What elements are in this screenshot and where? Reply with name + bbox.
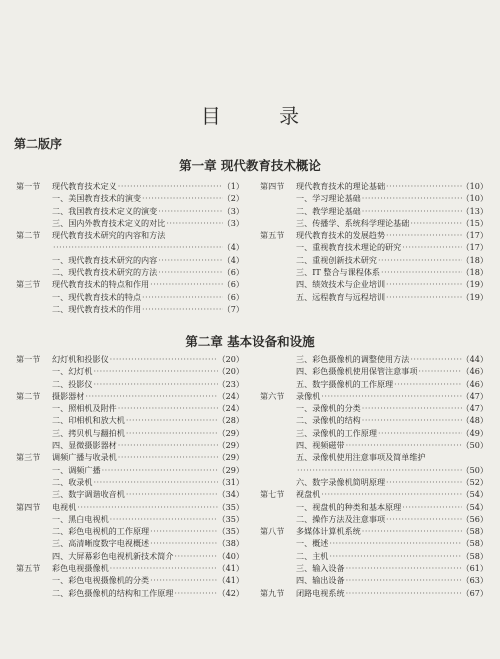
page-number: （18） [461,254,488,265]
leader-dots [328,550,461,562]
toc-subsection-entry [260,402,488,414]
toc-subsection-entry [260,254,488,266]
entry-title: 一、重视教育技术理论的研究 [296,242,402,253]
page-number: （20） [217,366,244,377]
toc-subsection-entry [260,266,488,278]
leader-dots [393,378,461,390]
toc-subsection-entry [260,476,488,488]
chapter-2-left-column [16,353,244,599]
section-number: 第三节 [16,452,41,463]
leader-dots [345,587,462,599]
page-number: （58） [461,550,488,561]
section-number: 第五节 [260,230,285,241]
entry-title: 现代教育技术的特点和作用 [52,279,150,290]
leader-dots [52,241,223,253]
leader-dots [117,439,218,451]
leader-dots [385,229,461,241]
section-number: 第一节 [16,181,41,191]
toc-subsection-entry [16,476,244,488]
page-number: （24） [217,403,244,414]
section-number: 第二节 [16,390,41,401]
leader-dots [409,217,461,229]
page-number: （44） [461,354,488,364]
leader-dots [320,488,461,500]
toc-subsection-entry [260,451,488,463]
entry-title: 三、IT 整合与课程体系 [296,267,381,278]
leader-dots [125,488,218,500]
entry-title: 三、彩色摄像机的调整使用方法 [296,354,410,364]
entry-title: 二、教学理论基础 [296,205,361,216]
entry-title: 三、拷贝机与翻拍机 [52,427,125,438]
section-number: 第五节 [16,563,41,574]
toc-subsection-entry [260,550,488,562]
entry-title: 四、彩色摄像机使用保管注意事项 [296,366,418,377]
leader-dots [141,303,223,315]
entry-title: 一、黑白电视机 [52,513,109,524]
page-number: （13） [461,205,488,216]
toc-subsection-entry [260,378,488,390]
entry-title: 一、现代教育技术的特点 [52,291,142,302]
toc-subsection-entry [16,365,244,377]
entry-title: 一、幻灯机 [52,366,93,377]
entry-title: 四、显微摄影器材 [52,440,117,451]
toc-subsection-entry [260,464,488,476]
toc-subsection-entry [16,464,244,476]
page-number: （58） [461,526,488,537]
entry-title: 二、投影仪 [52,378,93,389]
page-number: （20） [217,354,244,364]
page-number: （47） [461,403,488,414]
leader-dots [385,278,461,290]
toc-subsection-entry [16,254,244,266]
entry-title: 二、录像机的结构 [296,415,361,426]
toc-subsection-entry [260,192,488,204]
toc-subsection-entry [260,278,488,290]
entry-title: 二、印相机和放大机 [52,415,125,426]
leader-dots [125,414,218,426]
page-number: （3） [222,205,244,216]
leader-dots [141,291,223,303]
entry-title: 二、主机 [296,550,329,561]
toc-subsection-entry [260,501,488,513]
leader-dots [165,217,222,229]
entry-title: 调频广播与收录机 [52,452,117,463]
entry-title: 六、数字录像机简明原理 [296,476,386,487]
entry-title: 幻灯机和投影仪 [52,354,109,364]
leader-dots [328,537,461,549]
leader-dots [385,180,461,192]
section-number: 第六节 [260,390,285,401]
section-number: 第八节 [260,526,285,537]
entry-title: 录像机 [296,390,321,401]
page-number: （29） [217,440,244,451]
preface-heading: 第二版序 [14,137,63,151]
leader-dots [401,501,461,513]
toc-section-entry [16,390,244,402]
toc-subsection-entry [260,365,488,377]
chapter-2-right-column [260,353,488,599]
section-number: 第三节 [16,279,41,290]
leader-dots [385,476,461,488]
page-number: （24） [217,390,244,401]
page-number: （35） [217,526,244,537]
page-number: （35） [217,513,244,524]
entry-title: 现代教育技术研究的内容和方法 [52,230,166,241]
toc-subsection-entry [16,217,244,229]
toc-subsection-entry [16,513,244,525]
page-number: （29） [217,427,244,438]
toc-subsection-entry [260,537,488,549]
toc-subsection-entry [16,291,244,303]
page-number: （41） [217,563,244,574]
page-number: （7） [222,303,244,314]
entry-title: 三、高清晰度数字电视概述 [52,538,150,549]
leader-dots [320,390,461,402]
entry-title: 多媒体计算机系统 [296,526,361,537]
entry-title: 三、数字调谐收音机 [52,489,125,500]
page-number: （6） [222,267,244,278]
entry-title: 现代教育技术的发展趋势 [296,230,386,241]
entry-title: 二、操作方法及注意事项 [296,513,386,524]
entry-title: 三、国内外教育技术定义的对比 [52,217,166,228]
entry-title: 五、录像机使用注意事项及简单维护 [296,452,426,463]
toc-subsection-entry [16,550,244,562]
section-number: 第四节 [260,181,285,191]
page-number: （48） [461,415,488,426]
page-number: （49） [461,427,488,438]
page-number: （2） [222,193,244,204]
leader-dots [377,427,462,439]
page-number: （31） [217,476,244,487]
toc-subsection-entry [16,587,244,599]
entry-title: 一、录像机的分类 [296,403,361,414]
page-number: （6） [222,291,244,302]
page-number: （56） [461,513,488,524]
toc-subsection-entry [260,241,488,253]
page-number: （4） [222,254,244,265]
toc-subsection-entry [16,439,244,451]
toc-subsection-entry [16,266,244,278]
leader-dots [109,353,218,365]
leader-dots [361,402,462,414]
leader-dots [149,278,223,290]
entry-title: 闭路电视系统 [296,587,345,598]
leader-dots [157,254,222,266]
toc-subsection-entry [260,205,488,217]
leader-dots [173,550,217,562]
page-number: （54） [461,489,488,500]
toc-section-entry [260,229,488,241]
page-number: （50） [461,464,488,475]
page-number: （3） [222,217,244,228]
entry-title: 三、传播学、系统科学理论基础 [296,217,410,228]
page-number: （38） [217,538,244,549]
page-number: （19） [461,279,488,290]
page-number: （46） [461,366,488,377]
page-number: （67） [461,587,488,598]
page-number: （15） [461,217,488,228]
page-number: （41） [217,575,244,586]
page-number: （23） [217,378,244,389]
leader-dots [417,365,461,377]
leader-dots [296,464,462,476]
toc-section-entry [260,180,488,192]
entry-title: 一、照相机及附件 [52,403,117,414]
leader-dots [361,414,462,426]
toc-section-entry [16,562,244,574]
leader-dots [84,390,217,402]
page-title: 目 录 [200,104,326,128]
toc-section-entry [16,278,244,290]
chapter-1-right-column [260,180,488,303]
toc-section-entry [16,180,244,192]
section-number: 第七节 [260,489,285,500]
leader-dots [385,513,461,525]
page-number: （46） [461,378,488,389]
toc-subsection-entry [16,414,244,426]
page-number: （47） [461,390,488,401]
page-number: （19） [461,291,488,302]
entry-title: 彩色电视摄像机 [52,563,109,574]
leader-dots [157,266,222,278]
entry-title: 一、视盘机的种类和基本原理 [296,501,402,512]
page-number: （54） [461,501,488,512]
entry-title: 四、绩效技术与企业培训 [296,279,386,290]
toc-section-entry [16,229,244,241]
entry-title: 一、美国教育技术的演变 [52,193,142,204]
entry-title: 二、现代教育技术的作用 [52,303,142,314]
leader-dots [92,365,217,377]
leader-dots [385,291,461,303]
leader-dots [345,439,462,451]
leader-dots [101,464,218,476]
leader-dots [109,513,218,525]
page-number: （40） [217,550,244,561]
toc-section-entry [16,451,244,463]
toc-section-entry [16,353,244,365]
page-number: （50） [461,440,488,451]
chapter-2-heading: 第二章 基本设备和设施 [185,334,315,349]
page-number: （17） [461,242,488,253]
page-number: （6） [222,279,244,290]
page-number: （35） [217,501,244,512]
entry-title: 二、现代教育技术研究的方法 [52,267,158,278]
leader-dots [345,562,462,574]
page-number: （10） [461,181,488,191]
page-number: （17） [461,230,488,241]
page-number: （1） [222,181,244,191]
entry-title: 二、收录机 [52,476,93,487]
page-number: （42） [217,587,244,598]
toc-subsection-entry [16,427,244,439]
entry-title: 一、现代教育技术研究的内容 [52,254,158,265]
leader-dots [117,451,218,463]
toc-subsection-entry [16,537,244,549]
entry-title: 三、输入设备 [296,563,345,574]
toc-section-entry [260,587,488,599]
leader-dots [125,427,218,439]
entry-title: 一、彩色电视摄像机的分类 [52,575,150,586]
leader-dots [345,574,462,586]
entry-title: 二、彩色电视机的工作原理 [52,526,150,537]
toc-section-entry [260,488,488,500]
entry-title: 四、大屏幕彩色电视机新技术简介 [52,550,174,561]
toc-subsection-entry [16,402,244,414]
page-number: （52） [461,476,488,487]
entry-title: 电视机 [52,501,77,512]
entry-title: 摄影器材 [52,390,85,401]
toc-subsection-entry [260,353,488,365]
section-number: 第一节 [16,354,41,364]
leader-dots [157,205,222,217]
entry-title: 五、数字摄像机的工作原理 [296,378,394,389]
entry-title: 二、彩色摄像机的结构和工作原理 [52,587,174,598]
toc-subsection-entry [16,574,244,586]
toc-subsection-entry [260,439,488,451]
toc-subsection-entry [16,205,244,217]
entry-title: 一、调频广播 [52,464,101,475]
toc-subsection-entry [16,303,244,315]
leader-dots [149,537,217,549]
entry-title: 五、远程教育与远程培训 [296,291,386,302]
toc-subsection-entry [260,427,488,439]
leader-dots [149,525,217,537]
page-number: （61） [461,563,488,574]
toc-subsection-entry [16,488,244,500]
entry-title: 现代教育技术的理论基础 [296,181,386,191]
leader-dots [173,587,217,599]
entry-title: 一、概述 [296,538,329,549]
leader-dots [109,562,218,574]
page-number: （63） [461,575,488,586]
leader-dots [76,501,217,513]
toc-subsection-entry [260,291,488,303]
leader-dots [117,402,218,414]
page-number: （4） [222,242,244,253]
leader-dots [117,180,223,192]
entry-title: 三、录像机的工作原理 [296,427,377,438]
toc-section-entry [260,390,488,402]
entry-title: 一、学习理论基础 [296,193,361,204]
page-number: （58） [461,538,488,549]
toc-subsection-entry [16,525,244,537]
entry-title: 二、我国教育技术定义的演变 [52,205,158,216]
leader-dots [361,205,462,217]
leader-dots [409,353,461,365]
leader-dots [361,525,462,537]
toc-section-entry [16,501,244,513]
leader-dots [377,254,462,266]
chapter-1-heading: 第一章 现代教育技术概论 [179,158,321,173]
toc-subsection-entry [260,217,488,229]
toc-subsection-entry [260,414,488,426]
page-number: （34） [217,489,244,500]
entry-title: 视盘机 [296,489,321,500]
section-number: 第四节 [16,501,41,512]
toc-subsection-entry [16,241,244,253]
leader-dots [92,476,217,488]
page-number: （28） [217,415,244,426]
page-number: （29） [217,464,244,475]
entry-title: 二、重视创新技术研究 [296,254,377,265]
entry-title: 现代教育技术定义 [52,181,117,191]
entry-title: 四、输出设备 [296,575,345,586]
chapter-1-left-column [16,180,244,315]
entry-title: 四、视频磁带 [296,440,345,451]
leader-dots [380,266,461,278]
page-number: （18） [461,267,488,278]
leader-dots [401,241,461,253]
section-number: 第二节 [16,230,41,241]
page-number: （10） [461,193,488,204]
toc-subsection-entry [260,513,488,525]
page-number: （29） [217,452,244,463]
toc-subsection-entry [16,378,244,390]
toc-section-entry [260,525,488,537]
toc-subsection-entry [260,562,488,574]
section-number: 第九节 [260,587,285,598]
leader-dots [141,192,223,204]
leader-dots [361,192,462,204]
toc-subsection-entry [16,192,244,204]
leader-dots [92,378,217,390]
leader-dots [149,574,217,586]
toc-subsection-entry [260,574,488,586]
